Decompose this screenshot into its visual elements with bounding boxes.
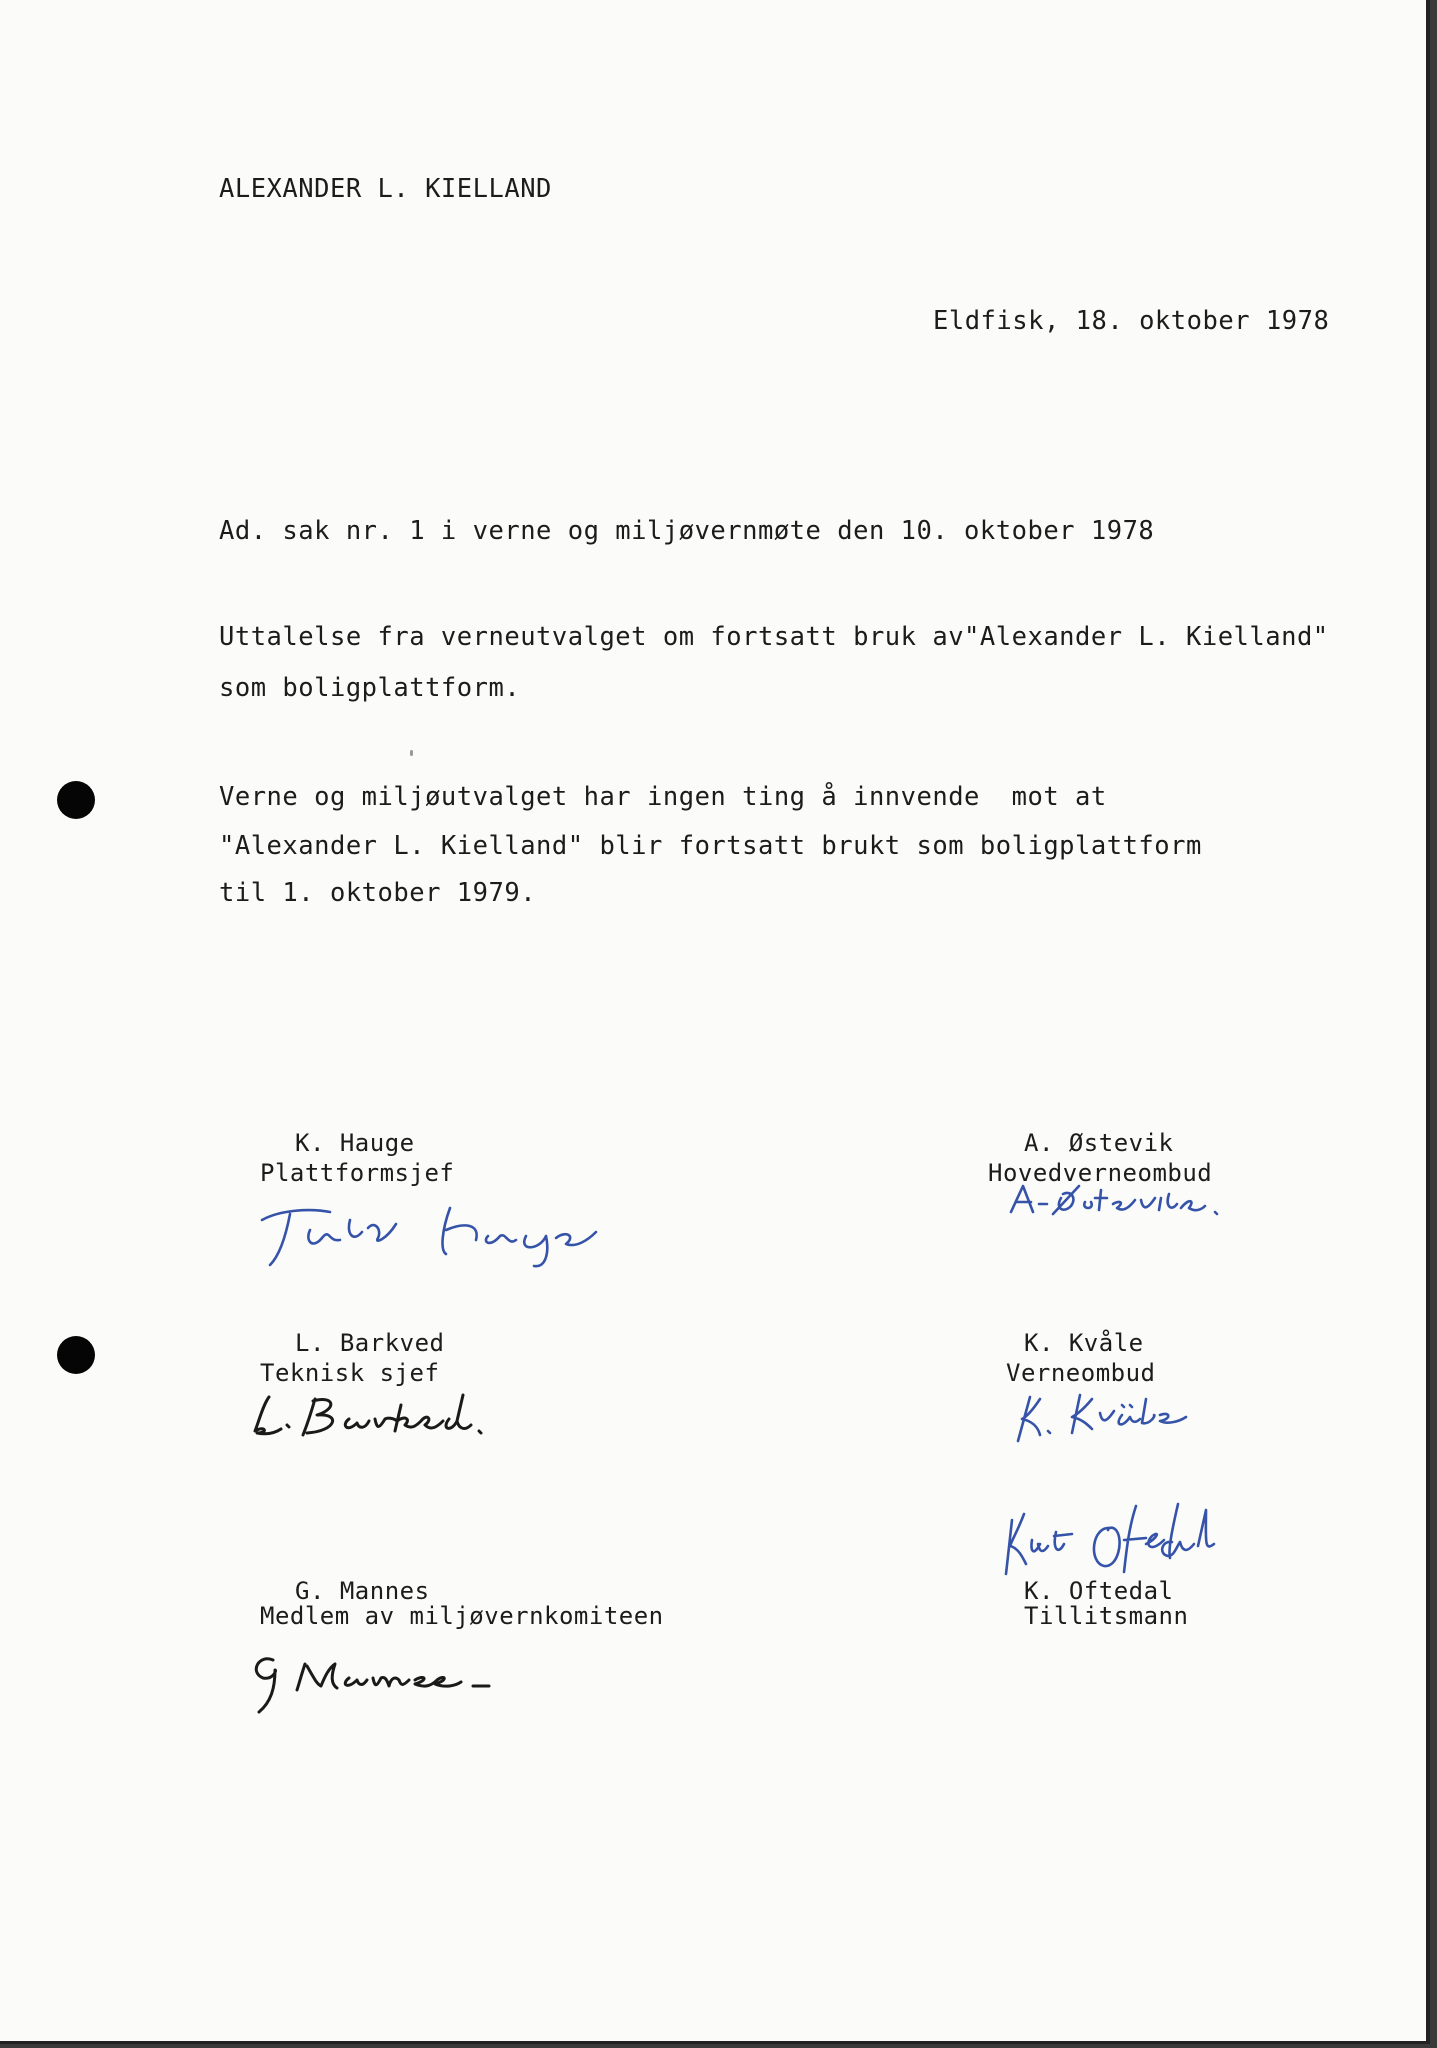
signatory-title: Tillitsmann (1024, 1602, 1189, 1630)
signatory-name: K. Kvåle (1024, 1329, 1144, 1357)
handwritten-signature-kvale (1010, 1385, 1230, 1445)
letterhead: ALEXANDER L. KIELLAND (219, 174, 552, 204)
place-date: Eldfisk, 18. oktober 1978 (933, 306, 1330, 336)
signatory-title: Medlem av miljøvernkomiteen (260, 1602, 664, 1630)
handwritten-signature-ostevik (1005, 1180, 1235, 1220)
handwritten-signature-oftedal (1000, 1500, 1250, 1580)
signatory-name: L. Barkved (295, 1329, 445, 1357)
paper-speck (410, 750, 413, 756)
signatory-name: K. Oftedal (1024, 1577, 1174, 1605)
handwritten-signature-barkved (245, 1385, 505, 1445)
body-line-3: til 1. oktober 1979. (219, 878, 537, 908)
handwritten-signature-mannes (245, 1640, 525, 1720)
punch-hole-bottom (57, 1336, 95, 1374)
punch-hole-top (57, 781, 95, 819)
signatory-name: K. Hauge (295, 1129, 415, 1157)
statement-line-1: Uttalelse fra verneutvalget om fortsatt bruk av"Alexander L. Kielland" (219, 622, 1329, 652)
signatory-title: Hovedverneombud (988, 1159, 1213, 1187)
statement-line-2: som boligplattform. (219, 673, 521, 703)
signatory-title: Plattformsjef (260, 1159, 455, 1187)
handwritten-signature-hauge (250, 1180, 610, 1270)
signatory-name: G. Mannes (295, 1577, 430, 1605)
body-line-1: Verne og miljøutvalget har ingen ting å innvende mot at (219, 782, 1107, 812)
subject-line: Ad. sak nr. 1 i verne og miljøvernmøte den 10. oktober 1978 (219, 516, 1155, 546)
signatory-title: Verneombud (1006, 1359, 1156, 1387)
body-line-2: "Alexander L. Kielland" blir fortsatt brukt som boligplattform (219, 831, 1202, 861)
signatory-title: Teknisk sjef (260, 1359, 440, 1387)
signatory-name: A. Østevik (1024, 1129, 1174, 1157)
